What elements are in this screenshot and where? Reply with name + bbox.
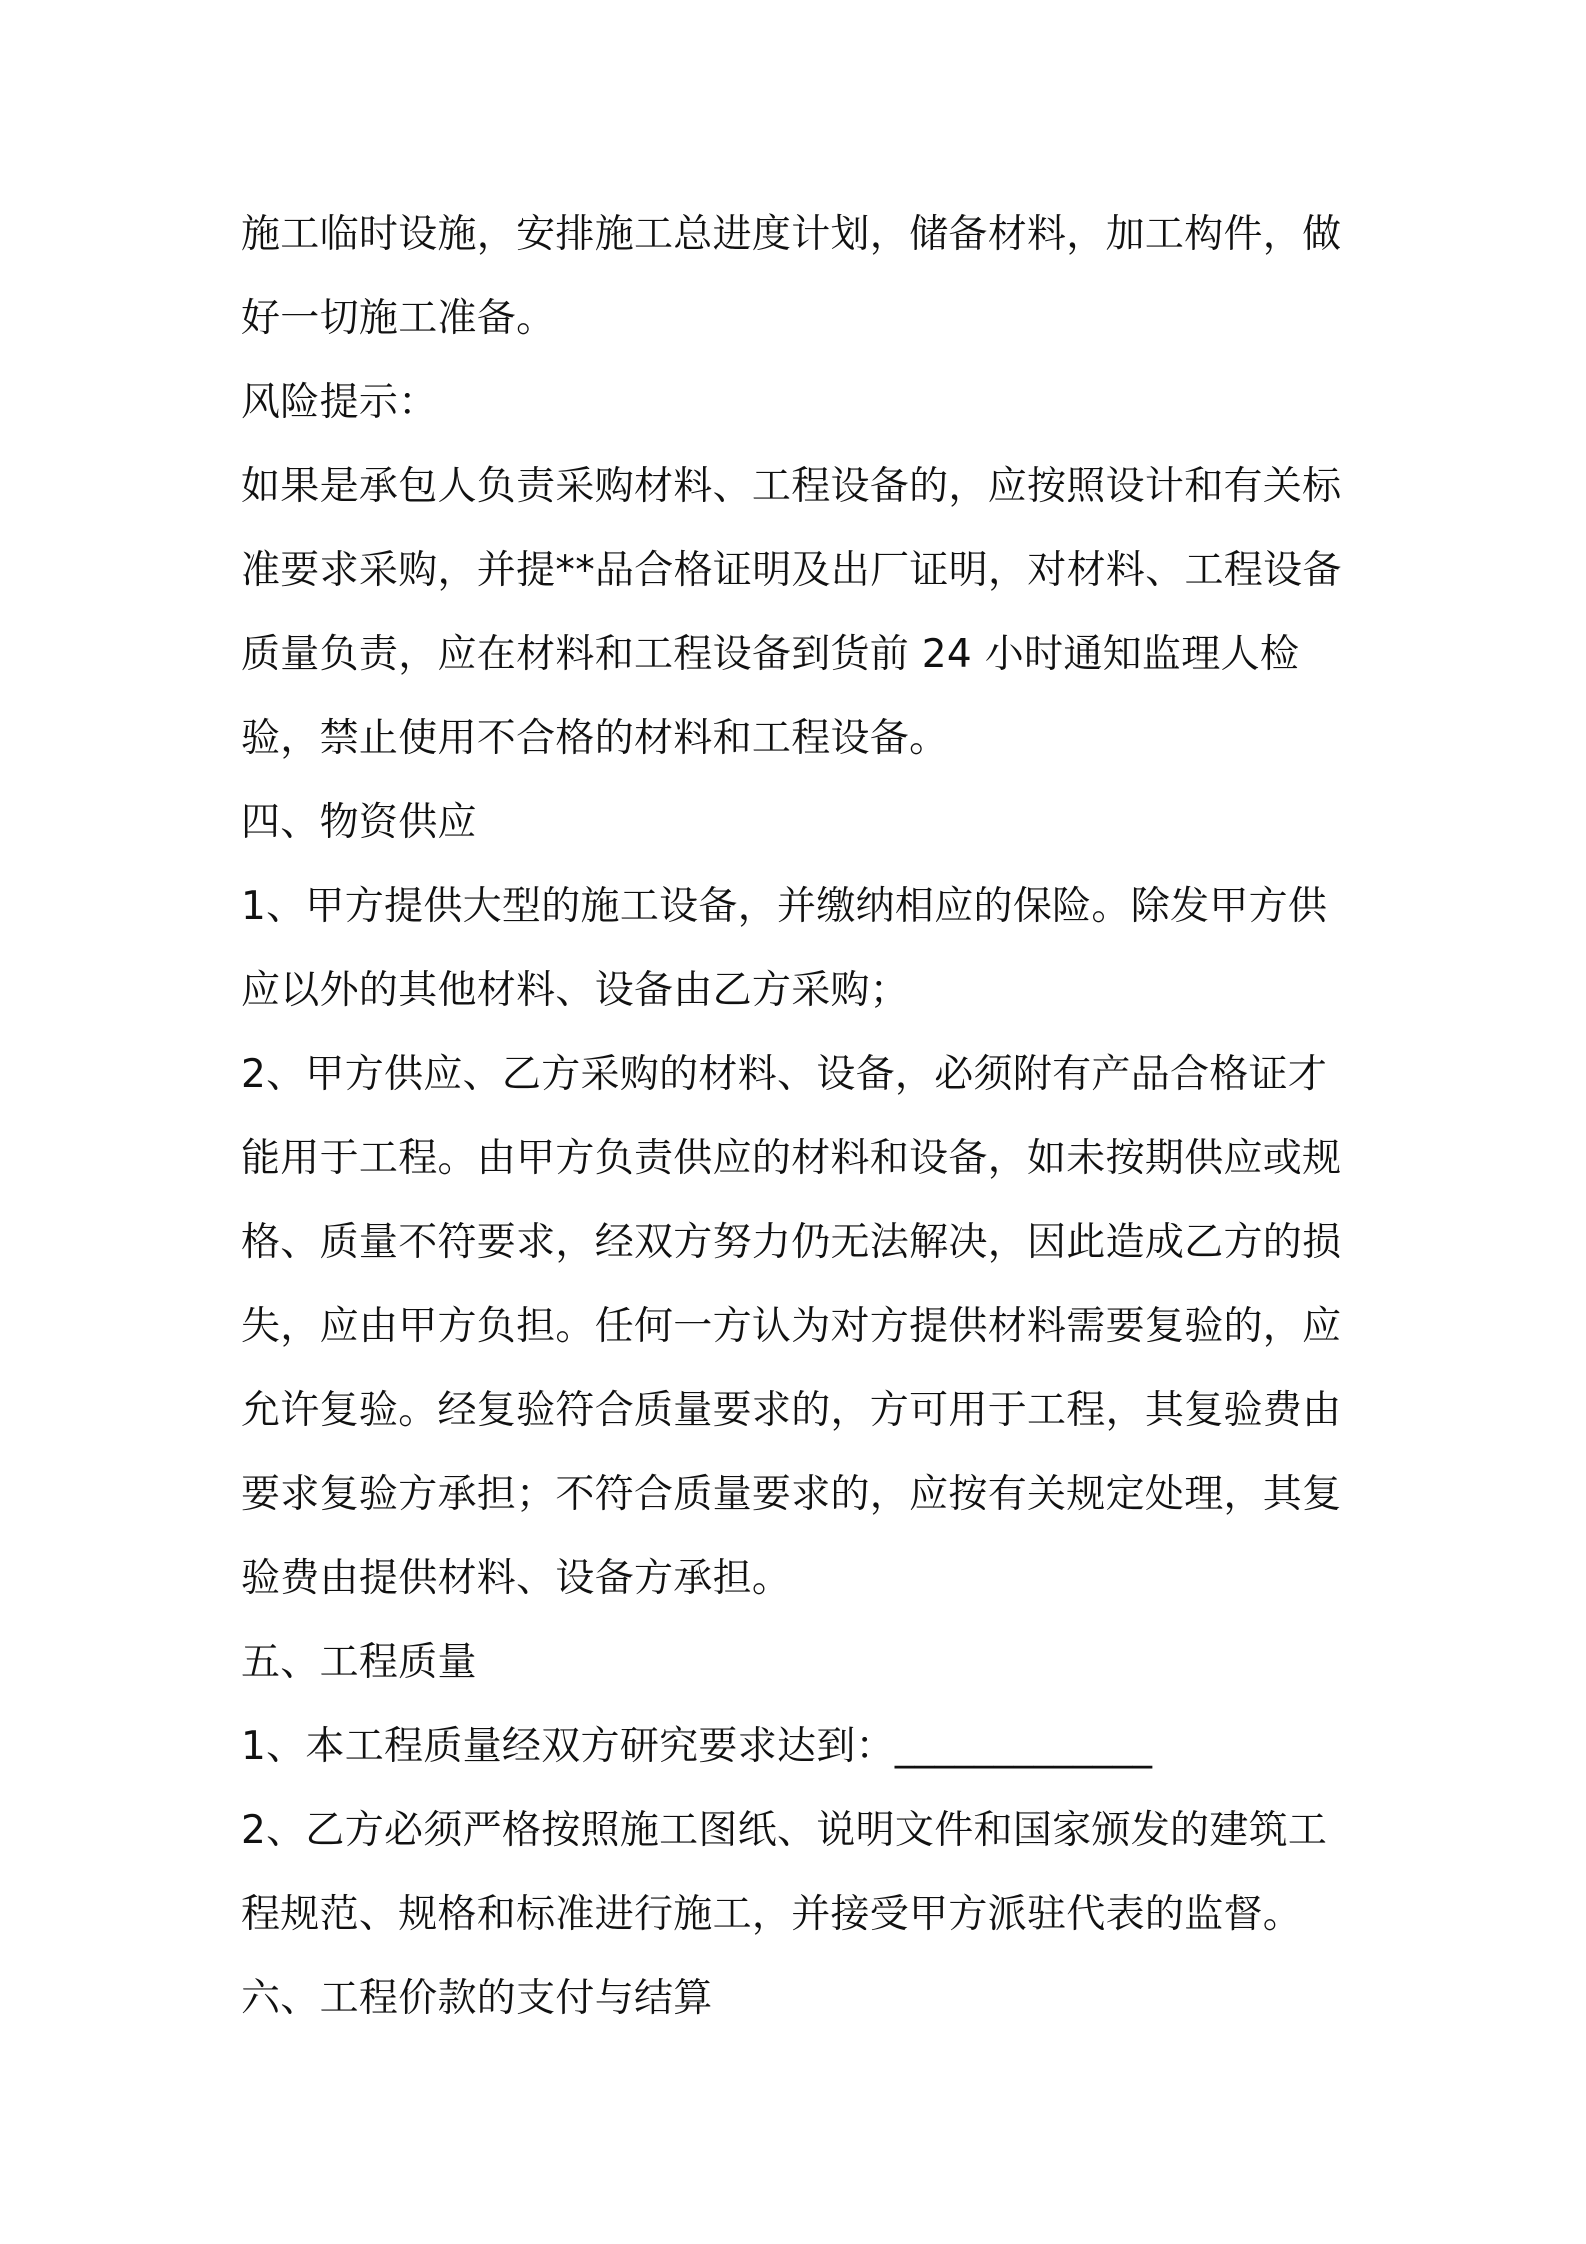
document-body — [241, 193, 1361, 2041]
clause-quality-standard-1: 1、本工程质量经双方研究要求达到：_____________ — [241, 1724, 1153, 1769]
paragraph-construction-preparation: 施工临时设施，安排施工总进度计划，储备材料，加工构件，做好一切施工准备。 — [241, 212, 1342, 341]
clause-quality-standard-2: 2、乙方必须严格按照施工图纸、说明文件和国家颁发的建筑工程规范、规格和标准进行施工，并接受甲方派驻代表的监督。 — [241, 1808, 1328, 1937]
paragraph-risk-notice: 如果是承包人负责采购材料、工程设备的，应按照设计和有关标准要求采购，并提**品合格证明及出厂证明，对材料、工程设备质量负责，应在材料和工程设备到货前 24 小时通知监理人检验，禁止使用不合格的材料和工程设备。 — [241, 464, 1342, 761]
section-heading-material-supply: 四、物资供应 — [241, 800, 477, 845]
risk-notice-heading: 风险提示： — [241, 380, 438, 425]
clause-material-supply-2: 2、甲方供应、乙方采购的材料、设备，必须附有产品合格证才能用于工程。由甲方负责供应的材料和设备，如未按期供应或规格、质量不符要求，经双方努力仍无法解决，因此造成乙方的损失，应由甲方负担。任何一方认为对方提供材料需要复验的，应允许复验。经复验符合质量要求的，方可用于工程，其复验费由要求复验方承担；不符合质量要求的，应按有关规定处理，其复验费由提供材料、设备方承担。 — [241, 1052, 1342, 1601]
section-heading-engineering-quality: 五、工程质量 — [241, 1640, 477, 1685]
clause-material-supply-1: 1、甲方提供大型的施工设备，并缴纳相应的保险。除发甲方供应以外的其他材料、设备由乙方采购； — [241, 884, 1328, 1013]
section-heading-payment-settlement: 六、工程价款的支付与结算 — [241, 1976, 713, 2021]
